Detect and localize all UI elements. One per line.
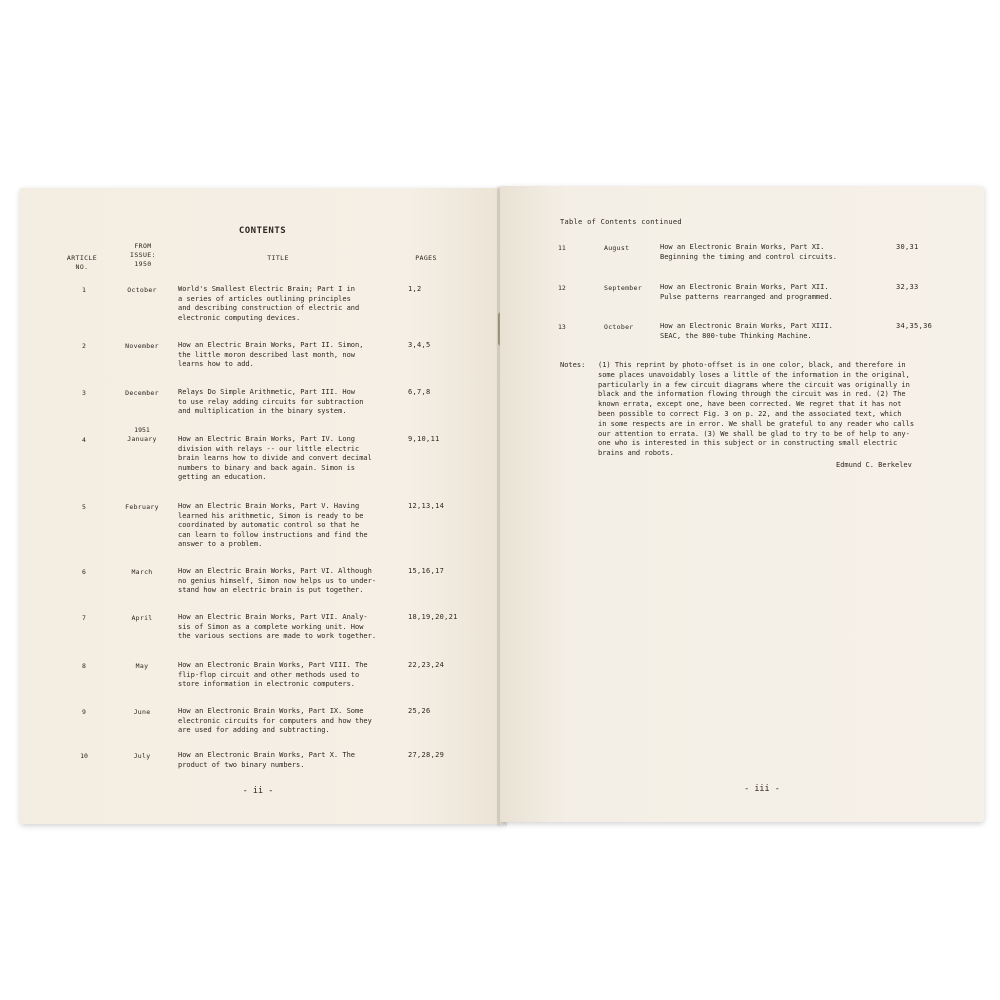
article-pages: 30,31 — [896, 243, 919, 251]
issue-month: January — [127, 435, 157, 443]
contents-heading: CONTENTS — [238, 226, 287, 236]
issue-month: October — [127, 286, 157, 294]
article-title: How an Electronic Brain Works, Part X. The product of two binary numbers. — [178, 751, 356, 769]
page-number-left: - ii - — [242, 786, 274, 796]
article-title: How an Electronic Brain Works, Part VIII. The flip-flop circuit and other methods used to store information in electronic computers. — [178, 661, 368, 689]
issue-month: April — [131, 614, 153, 622]
left-page — [20, 188, 505, 824]
issue-month: June — [133, 708, 151, 716]
article-title: How an Electric Brain Works, Part II. Simon, the little moron described last month, now learns how to add. — [178, 341, 364, 369]
article-title: How an Electric Brain Works, Part VII. Analy- sis of Simon as a complete working unit. How the various sections are made to work together. — [178, 613, 377, 641]
article-pages: 12,13,14 — [408, 502, 445, 510]
issue-month: October — [604, 323, 634, 331]
article-number: 13 — [558, 323, 566, 331]
article-pages: 25,26 — [408, 707, 431, 715]
article-title: How an Electronic Brain Works, Part XII. Pulse patterns rearranged and programmed. — [660, 283, 833, 301]
article-number: 5 — [82, 503, 86, 511]
article-pages: 32,33 — [896, 283, 919, 291]
signature: Edmund C. Berkelev — [836, 461, 912, 469]
article-title: How an Electric Brain Works, Part VI. Although no genius himself, Simon now helps us to under- stand how an electric brain is put together. — [178, 567, 377, 595]
notes-text: (1) This reprint by photo-offset is in one color, black, and therefore in some places unavoidably loses a little of the information in the original, particularly in a few circuit diagrams where the circuit was originally in black and the information flowing through the circuit was in red. (2) The known errata, except one, have been corrected. We regret that it has not been possible to correct Fig. 3 on p. 22, and the associated text, which in some respects are in error. We shall be grateful to any reader who calls our attention to errata. (3) We shall be glad to try to be of help to any- one who is interested in this subject or in constructing small electric brains and robots. — [598, 361, 915, 458]
issue-month: May — [135, 662, 149, 670]
notes-label: Notes: — [560, 361, 586, 369]
article-pages: 6,7,8 — [408, 388, 431, 396]
continued-heading: Table of Contents continued — [560, 218, 682, 226]
right-page — [500, 186, 984, 822]
issue-month: July — [133, 752, 151, 760]
column-header-issue: FROM ISSUE: 1950 — [130, 242, 156, 268]
issue-month: February — [125, 503, 159, 511]
article-number: 12 — [558, 284, 566, 292]
article-number: 10 — [80, 752, 88, 760]
article-pages: 22,23,24 — [408, 661, 445, 669]
column-header-pages: PAGES — [415, 254, 437, 262]
article-title: World's Smallest Electric Brain; Part I in a series of articles outlining principles and describing construction of electric and electronic computing devices. — [178, 285, 360, 322]
article-title: How an Electric Brain Works, Part V. Having learned his arithmetic, Simon is ready to be coordinated by automatic control so that he can learn to follow instructions and find the answer to a problem. — [178, 502, 368, 549]
article-pages: 34,35,36 — [896, 322, 933, 330]
issue-month: March — [131, 568, 153, 576]
issue-month: September — [604, 284, 642, 292]
article-number: 2 — [82, 342, 86, 350]
article-title: How an Electronic Brain Works, Part XI. Beginning the timing and control circuits. — [660, 243, 838, 261]
article-number: 6 — [82, 568, 86, 576]
article-number: 7 — [82, 614, 86, 622]
article-number: 11 — [558, 244, 566, 252]
article-number: 4 — [82, 436, 86, 444]
article-pages: 3,4,5 — [408, 341, 431, 349]
article-number: 1 — [82, 286, 86, 294]
column-header-article: ARTICLE NO. — [66, 254, 98, 271]
article-title: How an Electronic Brain Works, Part IX. Some electronic circuits for computers and how they are used for adding and subtracting. — [178, 707, 372, 735]
column-header-title: TITLE — [267, 254, 289, 262]
article-pages: 1,2 — [408, 285, 422, 293]
issue-month: August — [604, 244, 630, 252]
article-pages: 18,19,20,21 — [408, 613, 458, 621]
issue-month: November — [125, 342, 159, 350]
article-pages: 9,10,11 — [408, 435, 440, 443]
article-pages: 27,28,29 — [408, 751, 445, 759]
article-number: 8 — [82, 662, 86, 670]
issue-month: December — [125, 389, 159, 397]
article-title: How an Electronic Brain Works, Part XIII. SEAC, the 800-tube Thinking Machine. — [660, 322, 833, 340]
open-booklet — [10, 182, 990, 822]
page-number-right: - iii - — [744, 784, 780, 794]
article-number: 3 — [82, 389, 86, 397]
article-title: How an Electric Brain Works, Part IV. Long division with relays -- our little electric brain learns how to divide and convert decimal numbers to binary and back again. Simon is getting an education. — [178, 435, 372, 482]
article-number: 9 — [82, 708, 86, 716]
article-title: Relays Do Simple Arithmetic, Part III. How to use relay adding circuits for subtraction and multiplication in the binary system. — [178, 388, 364, 416]
issue-year: 1951 — [134, 426, 150, 434]
article-pages: 15,16,17 — [408, 567, 445, 575]
